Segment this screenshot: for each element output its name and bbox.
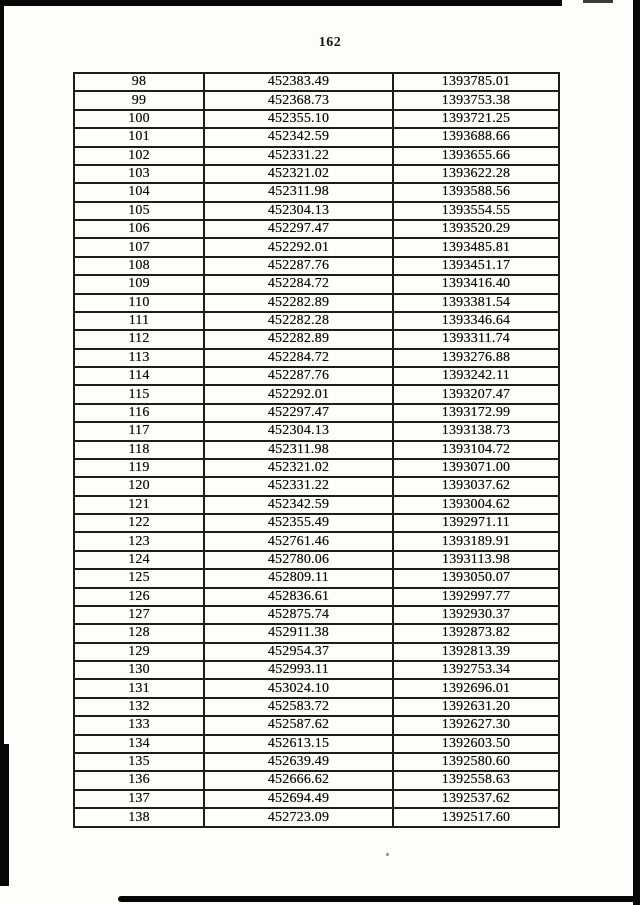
scan-artifact-dot	[386, 853, 389, 856]
x-coordinate-cell: 452321.02	[204, 459, 393, 477]
table-row	[74, 165, 559, 183]
x-coordinate-cell: 452993.11	[204, 661, 393, 679]
y-coordinate-cell: 1393785.01	[393, 73, 559, 91]
scan-edge-top-right-dash	[583, 0, 613, 3]
point-index-cell: 109	[74, 275, 204, 293]
table-row	[74, 202, 559, 220]
point-index-cell: 106	[74, 220, 204, 238]
table-row	[74, 532, 559, 550]
table-row	[74, 459, 559, 477]
x-coordinate-cell: 452342.59	[204, 496, 393, 514]
y-coordinate-cell: 1393622.28	[393, 165, 559, 183]
point-index-cell: 135	[74, 753, 204, 771]
point-index-cell: 111	[74, 312, 204, 330]
y-coordinate-cell: 1392696.01	[393, 679, 559, 697]
scan-edge-top	[0, 0, 562, 6]
y-coordinate-cell: 1392997.77	[393, 588, 559, 606]
scan-edge-bottom	[118, 896, 640, 902]
point-index-cell: 102	[74, 147, 204, 165]
table-row	[74, 367, 559, 385]
point-index-cell: 133	[74, 716, 204, 734]
x-coordinate-cell: 452383.49	[204, 73, 393, 91]
table-row	[74, 73, 559, 91]
point-index-cell: 121	[74, 496, 204, 514]
table-row	[74, 312, 559, 330]
x-coordinate-cell: 452780.06	[204, 551, 393, 569]
point-index-cell: 105	[74, 202, 204, 220]
x-coordinate-cell: 452282.89	[204, 330, 393, 348]
point-index-cell: 118	[74, 441, 204, 459]
x-coordinate-cell: 452368.73	[204, 91, 393, 109]
x-coordinate-cell: 452954.37	[204, 643, 393, 661]
y-coordinate-cell: 1393113.98	[393, 551, 559, 569]
x-coordinate-cell: 452284.72	[204, 275, 393, 293]
y-coordinate-cell: 1392517.60	[393, 808, 559, 827]
table-row	[74, 422, 559, 440]
y-coordinate-cell: 1393485.81	[393, 238, 559, 256]
point-index-cell: 125	[74, 569, 204, 587]
table-row	[74, 569, 559, 587]
y-coordinate-cell: 1393276.88	[393, 349, 559, 367]
x-coordinate-cell: 452761.46	[204, 532, 393, 550]
y-coordinate-cell: 1392930.37	[393, 606, 559, 624]
table-row	[74, 790, 559, 808]
table-body	[74, 73, 559, 827]
point-index-cell: 114	[74, 367, 204, 385]
y-coordinate-cell: 1392971.11	[393, 514, 559, 532]
x-coordinate-cell: 452292.01	[204, 385, 393, 403]
point-index-cell: 119	[74, 459, 204, 477]
point-index-cell: 131	[74, 679, 204, 697]
table-row	[74, 128, 559, 146]
x-coordinate-cell: 452342.59	[204, 128, 393, 146]
x-coordinate-cell: 452304.13	[204, 202, 393, 220]
y-coordinate-cell: 1393451.17	[393, 257, 559, 275]
table-row	[74, 679, 559, 697]
x-coordinate-cell: 452311.98	[204, 183, 393, 201]
point-index-cell: 98	[74, 73, 204, 91]
x-coordinate-cell: 452282.28	[204, 312, 393, 330]
x-coordinate-cell: 452639.49	[204, 753, 393, 771]
y-coordinate-cell: 1393655.66	[393, 147, 559, 165]
table-row	[74, 441, 559, 459]
table-row	[74, 477, 559, 495]
table-row	[74, 698, 559, 716]
x-coordinate-cell: 452284.72	[204, 349, 393, 367]
x-coordinate-cell: 452311.98	[204, 441, 393, 459]
table-row	[74, 771, 559, 789]
table-row	[74, 514, 559, 532]
point-index-cell: 101	[74, 128, 204, 146]
y-coordinate-cell: 1393381.54	[393, 294, 559, 312]
x-coordinate-cell: 452287.76	[204, 257, 393, 275]
x-coordinate-cell: 453024.10	[204, 679, 393, 697]
table-row	[74, 349, 559, 367]
table-row	[74, 385, 559, 403]
table-row	[74, 735, 559, 753]
x-coordinate-cell: 452723.09	[204, 808, 393, 827]
y-coordinate-cell: 1393721.25	[393, 110, 559, 128]
y-coordinate-cell: 1393520.29	[393, 220, 559, 238]
point-index-cell: 129	[74, 643, 204, 661]
point-index-cell: 115	[74, 385, 204, 403]
point-index-cell: 103	[74, 165, 204, 183]
x-coordinate-cell: 452355.10	[204, 110, 393, 128]
y-coordinate-cell: 1392627.30	[393, 716, 559, 734]
y-coordinate-cell: 1392603.50	[393, 735, 559, 753]
x-coordinate-cell: 452282.89	[204, 294, 393, 312]
scan-edge-right	[633, 0, 640, 905]
point-index-cell: 117	[74, 422, 204, 440]
y-coordinate-cell: 1393688.66	[393, 128, 559, 146]
x-coordinate-cell: 452331.22	[204, 147, 393, 165]
x-coordinate-cell: 452613.15	[204, 735, 393, 753]
point-index-cell: 120	[74, 477, 204, 495]
y-coordinate-cell: 1393242.11	[393, 367, 559, 385]
x-coordinate-cell: 452875.74	[204, 606, 393, 624]
table-row	[74, 496, 559, 514]
scan-edge-left	[0, 6, 4, 744]
x-coordinate-cell: 452292.01	[204, 238, 393, 256]
point-index-cell: 108	[74, 257, 204, 275]
y-coordinate-cell: 1392753.34	[393, 661, 559, 679]
point-index-cell: 123	[74, 532, 204, 550]
point-index-cell: 128	[74, 624, 204, 642]
table-row	[74, 588, 559, 606]
x-coordinate-cell: 452809.11	[204, 569, 393, 587]
point-index-cell: 137	[74, 790, 204, 808]
table-row	[74, 643, 559, 661]
table-row	[74, 275, 559, 293]
table-row	[74, 183, 559, 201]
x-coordinate-cell: 452321.02	[204, 165, 393, 183]
x-coordinate-cell: 452297.47	[204, 404, 393, 422]
point-index-cell: 104	[74, 183, 204, 201]
table-row	[74, 808, 559, 827]
point-index-cell: 136	[74, 771, 204, 789]
y-coordinate-cell: 1393138.73	[393, 422, 559, 440]
y-coordinate-cell: 1393554.55	[393, 202, 559, 220]
y-coordinate-cell: 1393416.40	[393, 275, 559, 293]
point-index-cell: 113	[74, 349, 204, 367]
table-row	[74, 294, 559, 312]
y-coordinate-cell: 1393753.38	[393, 91, 559, 109]
y-coordinate-cell: 1393311.74	[393, 330, 559, 348]
y-coordinate-cell: 1393071.00	[393, 459, 559, 477]
point-index-cell: 134	[74, 735, 204, 753]
point-index-cell: 107	[74, 238, 204, 256]
page-number: 162	[318, 35, 342, 50]
x-coordinate-cell: 452297.47	[204, 220, 393, 238]
table-row	[74, 220, 559, 238]
table-row	[74, 330, 559, 348]
point-index-cell: 127	[74, 606, 204, 624]
table-row	[74, 716, 559, 734]
table-row	[74, 661, 559, 679]
y-coordinate-cell: 1393004.62	[393, 496, 559, 514]
table-row	[74, 753, 559, 771]
point-index-cell: 112	[74, 330, 204, 348]
x-coordinate-cell: 452355.49	[204, 514, 393, 532]
table-row	[74, 257, 559, 275]
y-coordinate-cell: 1392813.39	[393, 643, 559, 661]
table-row	[74, 91, 559, 109]
point-index-cell: 132	[74, 698, 204, 716]
point-index-cell: 130	[74, 661, 204, 679]
table-row	[74, 551, 559, 569]
x-coordinate-cell: 452666.62	[204, 771, 393, 789]
y-coordinate-cell: 1392580.60	[393, 753, 559, 771]
x-coordinate-cell: 452304.13	[204, 422, 393, 440]
y-coordinate-cell: 1393207.47	[393, 385, 559, 403]
point-index-cell: 122	[74, 514, 204, 532]
point-index-cell: 100	[74, 110, 204, 128]
y-coordinate-cell: 1393189.91	[393, 532, 559, 550]
scan-edge-left-lower	[0, 744, 9, 886]
point-index-cell: 124	[74, 551, 204, 569]
y-coordinate-cell: 1393172.99	[393, 404, 559, 422]
y-coordinate-cell: 1392537.62	[393, 790, 559, 808]
point-index-cell: 110	[74, 294, 204, 312]
y-coordinate-cell: 1392631.20	[393, 698, 559, 716]
table-row	[74, 606, 559, 624]
y-coordinate-cell: 1393037.62	[393, 477, 559, 495]
table-row	[74, 147, 559, 165]
x-coordinate-cell: 452583.72	[204, 698, 393, 716]
coordinates-table	[73, 72, 560, 828]
y-coordinate-cell: 1392558.63	[393, 771, 559, 789]
table-row	[74, 238, 559, 256]
x-coordinate-cell: 452911.38	[204, 624, 393, 642]
y-coordinate-cell: 1392873.82	[393, 624, 559, 642]
table-row	[74, 404, 559, 422]
y-coordinate-cell: 1393588.56	[393, 183, 559, 201]
table-row	[74, 110, 559, 128]
point-index-cell: 126	[74, 588, 204, 606]
x-coordinate-cell: 452287.76	[204, 367, 393, 385]
x-coordinate-cell: 452331.22	[204, 477, 393, 495]
y-coordinate-cell: 1393346.64	[393, 312, 559, 330]
point-index-cell: 116	[74, 404, 204, 422]
x-coordinate-cell: 452587.62	[204, 716, 393, 734]
y-coordinate-cell: 1393050.07	[393, 569, 559, 587]
x-coordinate-cell: 452836.61	[204, 588, 393, 606]
x-coordinate-cell: 452694.49	[204, 790, 393, 808]
point-index-cell: 99	[74, 91, 204, 109]
point-index-cell: 138	[74, 808, 204, 827]
y-coordinate-cell: 1393104.72	[393, 441, 559, 459]
table-row	[74, 624, 559, 642]
